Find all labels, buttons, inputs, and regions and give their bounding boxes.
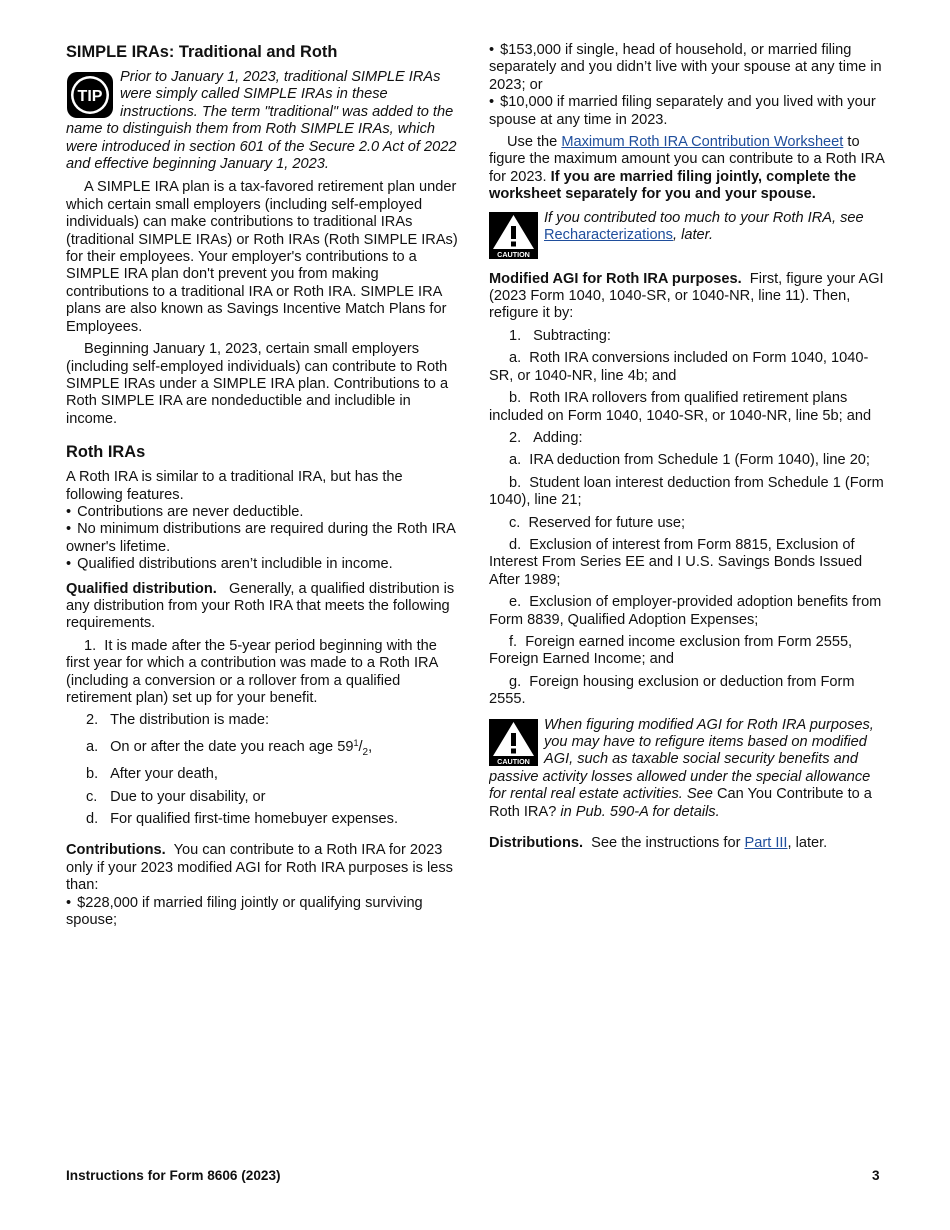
item-text: For qualified first-time homebuyer expenses. xyxy=(110,810,399,827)
caution-text: If you contributed too much to your Roth IRA, see xyxy=(544,209,864,226)
paragraph: Beginning January 1, 2023, certain small employers (including self-employed individuals) can contribute to Roth SIMPLE IRAs under a SIMPLE IRA plan. Contributions to a Roth SIMPLE IRA are nondeductible and includible in income. xyxy=(66,341,449,427)
paragraph-text: See the instructions for xyxy=(591,835,741,852)
lettered-item: a. On or after the date you reach age $59^1/_2$, xyxy=(86,737,373,758)
item-number: 1. xyxy=(84,637,97,654)
bullet-item: • $228,000 if married filing jointly or qualifying surviving spouse; xyxy=(66,895,462,930)
caution-box xyxy=(489,717,885,821)
item-letter: b. xyxy=(86,766,99,783)
caution-icon xyxy=(489,212,538,259)
footer-form-title: Instructions for Form 8606 (2023) xyxy=(66,1168,281,1183)
item-letter: a. xyxy=(86,738,99,755)
numbered-item xyxy=(489,430,885,447)
paragraph-contributions xyxy=(66,842,462,894)
paragraph-text-end: , later. xyxy=(787,835,828,852)
item-letter: d. xyxy=(86,810,99,827)
part-iii-link[interactable]: Part III xyxy=(744,835,788,852)
left-column xyxy=(66,42,462,929)
lettered-item xyxy=(489,515,885,532)
fraction-denominator: 2 xyxy=(362,746,369,758)
item-letter: g. xyxy=(509,673,522,690)
item-text: Adding: xyxy=(533,429,583,446)
fraction-numerator: 1 xyxy=(353,737,359,748)
paragraph: A Roth IRA is similar to a traditional IRA, but has the following features. xyxy=(66,469,403,503)
caution-text-end: , later. xyxy=(672,227,713,244)
lettered-item xyxy=(489,537,885,589)
item-text: Foreign earned income exclusion from Form 2555, Foreign Earned Income; and xyxy=(489,633,853,668)
bullet-item: • No minimum distributions are required during the Roth IRA owner's lifetime. xyxy=(66,521,462,556)
section-heading-simple-iras: SIMPLE IRAs: Traditional and Roth xyxy=(66,43,338,61)
caution-text-end: in Pub. 590-A for details. xyxy=(560,803,720,820)
item-text: Reserved for future use; xyxy=(528,514,686,531)
tip-label: TIP xyxy=(77,88,103,105)
item-number: 1. xyxy=(509,327,522,344)
paragraph: A SIMPLE IRA plan is a tax-favored retirement plan under which certain small employers (including self-employed individuals) can make contributions to traditional IRAs (traditional SIMPLE IRAs) or Roth IRAs (Roth SIMPLE IRAs) for their employees. Your employer's contributions to a SIMPLE IRA plan don't prevent you from making contributions to a traditional IRA or Roth IRA. SIMPLE IRA plans are also known as Savings Incentive Match Plans for Employees. xyxy=(66,179,458,335)
item-text-end: , xyxy=(368,738,373,755)
lettered-item xyxy=(66,766,462,783)
lettered-item xyxy=(66,789,462,806)
item-text: On or after the date you reach age 59 xyxy=(110,738,354,755)
bullet-item: • Qualified distributions aren’t includible in income. xyxy=(66,556,462,573)
item-text: The distribution is made: xyxy=(110,712,270,729)
item-text: Subtracting: xyxy=(533,327,611,344)
lettered-item xyxy=(489,452,885,469)
run-in-heading: Modified AGI for Roth IRA purposes. xyxy=(489,270,742,287)
lettered-item xyxy=(489,594,885,629)
paragraph-distributions xyxy=(489,835,885,852)
lettered-item xyxy=(66,811,462,828)
tip-box xyxy=(66,69,462,173)
item-letter: a. xyxy=(509,452,522,469)
paragraph-text: Use the xyxy=(507,134,558,151)
paragraph-bold-text: If you are married filing jointly, complete the worksheet separately for you and your spouse. xyxy=(489,168,857,203)
lettered-item xyxy=(489,674,885,709)
run-in-heading: Distributions. xyxy=(489,835,584,852)
item-text: Due to your disability, or xyxy=(110,788,266,805)
recharacterizations-link[interactable]: Recharacterizations xyxy=(544,227,673,244)
numbered-item xyxy=(489,328,885,345)
bullet-item: • Contributions are never deductible. xyxy=(66,504,462,521)
caution-icon xyxy=(489,719,538,766)
lettered-item xyxy=(489,350,885,385)
run-in-heading: Contributions. xyxy=(66,842,166,859)
item-letter: b. xyxy=(509,390,522,407)
item-letter: b. xyxy=(509,474,522,491)
paragraph-text: Generally, a qualified distribution is any distribution from your Roth IRA that meets the following requirements. xyxy=(66,580,455,632)
item-text: Roth IRA rollovers from qualified retirement plans included on Form 1040, 1040-SR, or 1040-NR, line 5b; and xyxy=(489,390,872,424)
paragraph-modified-agi xyxy=(489,271,885,323)
tip-text: Prior to January 1, 2023, traditional SIMPLE IRAs were simply called SIMPLE IRAs in these instructions. The term "traditional" was added to the name to distinguish them from Roth SIMPLE IRAs, which were introduced in section 601 of the Secure 2.0 Act of 2022 and effective beginning January 1, 2023. xyxy=(66,69,457,173)
numbered-item xyxy=(66,638,462,708)
paragraph-qualified-distribution xyxy=(66,581,462,633)
item-text: Student loan interest deduction from Schedule 1 (Form 1040), line 21; xyxy=(489,474,884,509)
bullet-item: • $153,000 if single, head of household, or married filing separately and you didn’t live with your spouse at any time in 2023; or xyxy=(489,42,885,94)
item-letter: c. xyxy=(86,788,98,805)
item-letter: c. xyxy=(509,514,521,531)
item-letter: f. xyxy=(509,633,518,650)
lettered-item xyxy=(489,475,885,510)
item-number: 2. xyxy=(86,712,99,729)
caution-label: CAUTION xyxy=(497,756,530,766)
lettered-item xyxy=(489,390,885,425)
tip-icon xyxy=(66,71,114,119)
caution-text: When figuring modified AGI for Roth IRA purposes, you may have to refigure items based on modified AGI, such as taxable social security benefits and passive activity losses allowed under the special allowance for rental real estate activities. See xyxy=(489,716,874,803)
run-in-heading: Qualified distribution. xyxy=(66,580,217,597)
item-letter: e. xyxy=(509,594,522,611)
item-text: IRA deduction from Schedule 1 (Form 1040), line 20; xyxy=(529,452,870,469)
paragraph-text: You can contribute to a Roth IRA for 2023 only if your 2023 modified AGI for Roth IRA purposes is less than: xyxy=(66,842,453,894)
right-column xyxy=(489,42,885,857)
caution-pub-title: Can You Contribute to a Roth IRA? xyxy=(489,786,872,820)
item-text: Foreign housing exclusion or deduction from Form 2555. xyxy=(489,673,855,708)
caution-label: CAUTION xyxy=(497,249,530,259)
paragraph-worksheet xyxy=(489,134,885,204)
page-number: 3 xyxy=(872,1168,880,1183)
item-number: 2. xyxy=(509,429,522,446)
item-letter: d. xyxy=(509,536,522,553)
lettered-item xyxy=(489,634,885,669)
item-text: Exclusion of employer-provided adoption benefits from Form 8839, Qualified Adoption Expenses; xyxy=(489,594,882,628)
item-text: Roth IRA conversions included on Form 1040, 1040-SR, or 1040-NR, line 4b; and xyxy=(489,350,869,384)
worksheet-link[interactable]: Maximum Roth IRA Contribution Worksheet xyxy=(561,134,844,151)
paragraph-text: to figure the maximum amount you can contribute to a Roth IRA for 2023. xyxy=(489,134,885,185)
caution-box xyxy=(489,210,885,259)
numbered-item xyxy=(66,712,462,729)
item-text: Exclusion of interest from Form 8815, Exclusion of Interest From Series EE and I U.S. Savings Bonds Issued After 1989; xyxy=(489,536,863,588)
item-letter: a. xyxy=(509,350,522,367)
item-text: After your death, xyxy=(110,766,218,783)
section-heading-roth-iras: Roth IRAs xyxy=(66,443,146,462)
item-text: It is made after the 5-year period beginning with the first year for which a contribution was made to a Roth IRA (including a conversion or a rollover from a qualified retirement plan) set up for your benefit. xyxy=(66,637,438,706)
paragraph-text: First, figure your AGI (2023 Form 1040, 1040-SR, or 1040-NR, line 11). Then, refigure it by: xyxy=(489,270,884,322)
bullet-item: • $10,000 if married filing separately and you lived with your spouse at any time in 2023. xyxy=(489,94,885,129)
